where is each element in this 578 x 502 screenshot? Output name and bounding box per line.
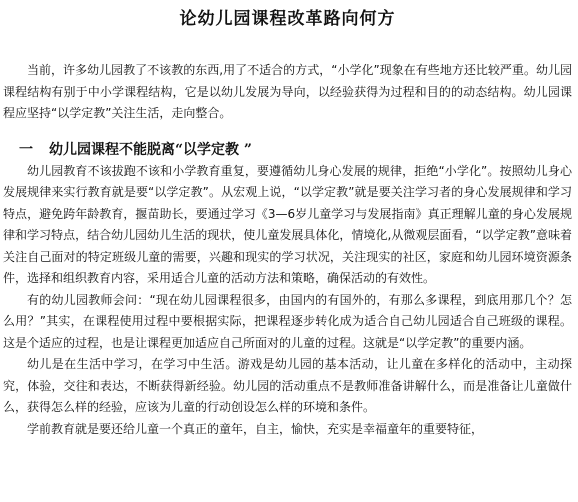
body-paragraph: 学前教育就是要还给儿童一个真正的童年，自主，愉快，充实是幸福童年的重要特征，: [27, 421, 484, 436]
section-heading-text: 幼儿园课程不能脱离“以学定教 ”: [49, 141, 252, 158]
section-heading: [3, 139, 572, 161]
body-paragraph: 有的幼儿园教师会问：“现在幼儿园课程很多，由国内的有国外的，有那么多课程，到底用那几个？怎么用？”其实，在课程使用过程中要根据实际，把课程逐步转化成为适合自己幼儿园适合自己班级的课程。这是个适应的过程，也是让课程更加适应自己所面对的儿童的过程。这就是“以学定教”的重要内涵。: [3, 292, 572, 350]
section-number: 一: [19, 141, 33, 158]
intro-paragraph: 当前，许多幼儿园教了不该教的东西,用了不适合的方式，“小学化”现象在有些地方还比较严重。幼儿园课程结构有别于中小学课程结构，它是以幼儿发展为导向，以经验获得为过程和目的的动态结构。幼儿园课程应坚持“以学定教”关注生活，走向整合。: [3, 63, 572, 120]
document-title: 论幼儿园课程改革路向何方: [179, 9, 396, 29]
body-paragraph: 幼儿园教育不该拔跑不该和小学教育重复，要遵循幼儿身心发展的规律，拒绝“小学化”。按照幼儿身心发展规律来实行教育就是要“以学定教”。从宏观上说，“以学定教”就是要关注学习者的身心发展规律和学习特点，避免跨年龄教育，揠苗助长，要通过学习《3—6岁儿童学习与发展指南》真正理解儿童的身心发展规律和学习特点，结合幼儿园幼儿生活的现状，使儿童发展具体化，情境化,从微观层面看，“以学定教”意味着关注自己面对的特定班级儿童的需要，兴趣和现实的学习状况，关注现实的社区，家庭和幼儿园环境资源条件，选择和组织教育内容，采用适合儿童的活动方法和策略，确保活动的有效性。: [3, 163, 572, 285]
body-paragraph: 幼儿是在生活中学习，在学习中生活。游戏是幼儿园的基本活动，让儿童在多样化的活动中，主动探究，体验，交往和表达，不断获得新经验。幼儿园的活动重点不是教师准备讲解什么，而是准备让儿童做什么，获得怎么样的经验，应该为儿童的行动创设怎么样的环境和条件。: [3, 357, 572, 414]
